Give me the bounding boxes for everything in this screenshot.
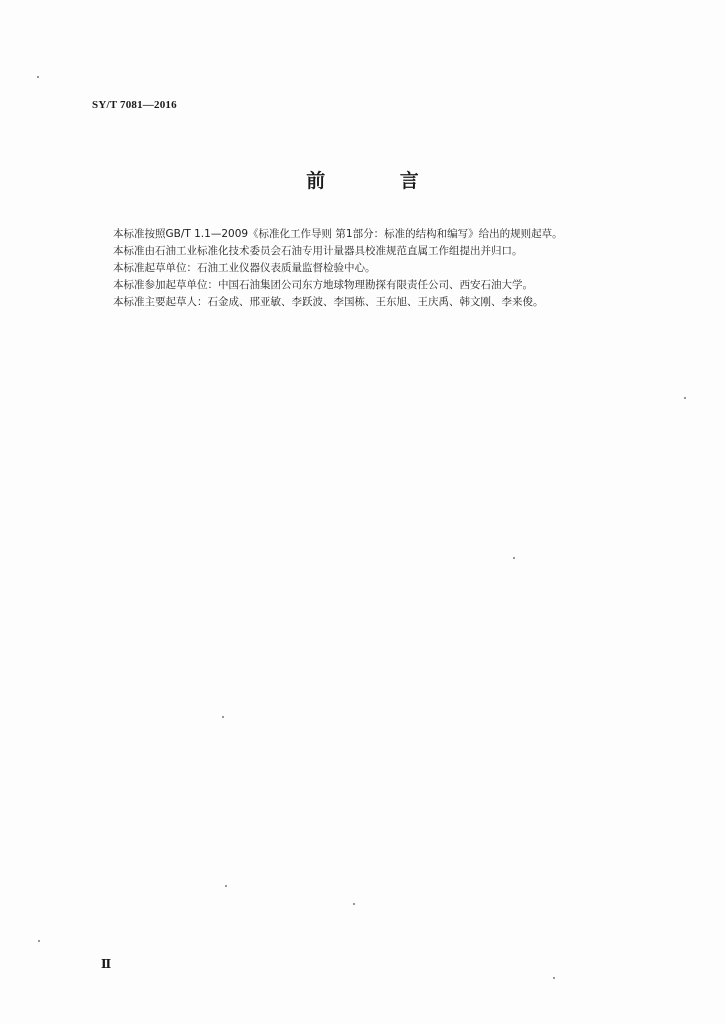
paragraph-participating-units: 本标准参加起草单位：中国石油集团公司东方地球物理勘探有限责任公司、西安石油大学。 [113,279,533,291]
scan-speck [37,76,39,78]
scan-speck [553,977,555,979]
page-title: 前 言 [306,170,453,192]
foreword-body [92,226,654,311]
paragraph-proposer: 本标准由石油工业标准化技术委员会石油专用计量器具校准规范直属工作组提出并归口。 [113,245,523,257]
scan-speck [684,397,686,399]
standard-code: SY/T 7081—2016 [92,99,177,111]
scan-speck [513,557,515,559]
scan-speck [222,716,224,718]
scan-speck [38,940,40,942]
paragraph-drafting-rules: 本标准按照GB/T 1.1—2009《标准化工作导则 第1部分：标准的结构和编写》给出的规则起草。 [113,228,563,240]
paragraph-main-drafters: 本标准主要起草人：石金成、邢亚敏、李跃波、李国栋、王东旭、王庆禹、韩文刚、李来俊。 [113,296,544,308]
page-number: Ⅱ [101,957,112,971]
scan-speck [225,885,227,887]
paragraph-drafting-unit: 本标准起草单位：石油工业仪器仪表质量监督检验中心。 [113,262,376,274]
scan-speck [353,903,355,905]
